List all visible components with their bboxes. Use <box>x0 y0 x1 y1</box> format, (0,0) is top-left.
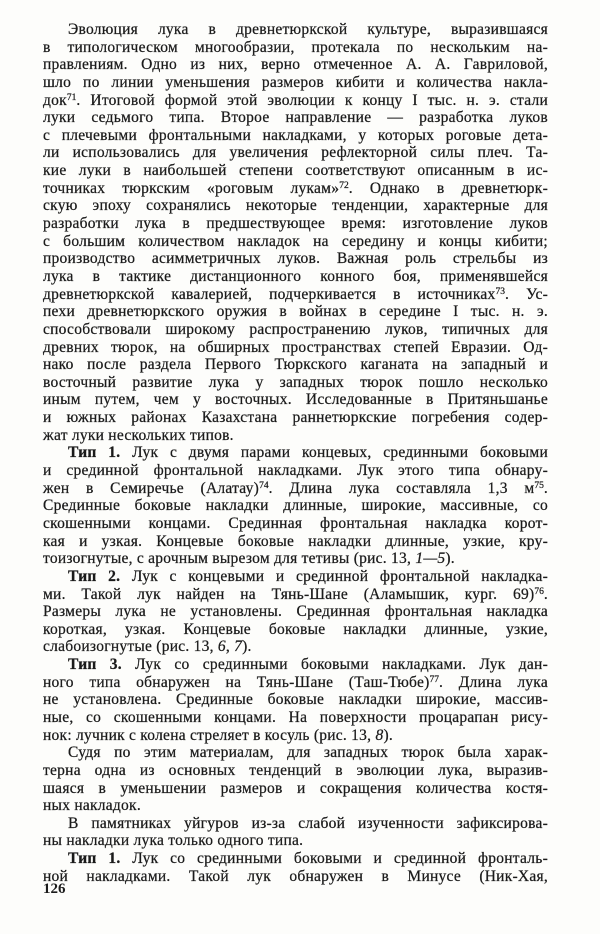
text-line: древнетюркской кавалерией, подчеркивается в источниках$^{73}$. Ус- <box>43 285 549 303</box>
text-line: лука в тактике дистанционного конного боя, применявшейся <box>43 267 548 285</box>
footnote-ref: 77 <box>429 674 440 685</box>
text-line: Срединные боковые накладки длинные, широкие, массивные, со <box>43 497 548 515</box>
paragraph <box>43 850 548 885</box>
figure-ref: 1—5 <box>415 550 446 568</box>
text-line: способствовали широкому распространению луков, типичных для <box>43 320 548 338</box>
text-line: жен в Семиречье (Алатау)$^{74}$. Длина лука составляла 1,3 $м^{75}$. <box>43 479 548 497</box>
footnote-ref: 76 <box>534 586 544 597</box>
text-line: нок: лучник с колена стреляет в косуль (рис. 13, 8). <box>43 726 393 744</box>
text-line: правлениям. Одно из них, верно отмеченное А. А. Гавриловой, <box>43 56 548 74</box>
footnote-ref: 72 <box>339 180 349 191</box>
text-line: не установлена. Срединные боковые накладки широкие, массив- <box>43 691 548 709</box>
text-line: Тип 2. Лук с концевыми и срединной фронтальной накладка- <box>68 567 548 585</box>
text-line: точниках тюркским «роговым лукам»$^{72}$. Однако в древнетюрк- <box>43 179 548 197</box>
paragraph <box>43 744 548 815</box>
text-line: скошенными концами. Срединная фронтальная накладка корот- <box>43 514 548 532</box>
footnote-ref: 75 <box>534 480 544 491</box>
figure-ref: 7 <box>234 638 243 656</box>
text-line: Тип 3. Лук со срединными боковыми накладками. Лук дан- <box>68 656 548 674</box>
text-line: кие луки в наибольшей степени соответствуют описанным в ис- <box>43 162 548 180</box>
text-line: луки седьмого типа. Второе направление — разработка луков <box>43 109 548 127</box>
text-line: ного типа обнаружен на Тянь-Шане (Таш-Тюбе)$^{77}$. Длина лука <box>43 673 548 691</box>
page-number: 126 <box>43 881 66 897</box>
text-line: и южных районах Казахстана раннетюркские погребения содер- <box>43 409 548 427</box>
text-line: разработки лука в предшествующее время: изготовление луков <box>43 215 548 233</box>
text-line: с большим количеством накладок на середину и концы кибити; <box>43 232 548 250</box>
text-line: нако после раздела Первого Тюркского каганата на западный и <box>43 356 548 374</box>
type-heading: Тип 2. <box>68 567 121 585</box>
paragraph <box>43 568 548 656</box>
footnote-ref: 73 <box>495 286 506 297</box>
text-line: в типологическом многообразии, протекала по нескольким на- <box>43 38 548 56</box>
text-line: шаяся в уменьшении размеров и сокращения количества костя- <box>43 779 548 797</box>
paragraph <box>43 656 548 744</box>
text-line: ных накладок. <box>43 797 141 815</box>
paragraph <box>43 444 548 567</box>
text-line: ны накладки лука только одного типа. <box>43 832 304 850</box>
text-line: Тип 1. Лук с двумя парами концевых, срединными боковыми <box>68 444 548 462</box>
text-line: Эволюция лука в древнетюркской культуре, выразившаяся <box>68 21 548 38</box>
text-line: скую эпоху сохранялись некоторые тенденции, характерные для <box>43 197 548 215</box>
text-line: кая и узкая. Концевые боковые накладки длинные, узкие, кру- <box>43 532 548 550</box>
figure-ref: 6 <box>217 638 226 656</box>
text-line: В памятниках уйгуров из-за слабой изученности зафиксирова- <box>68 814 548 832</box>
text-line: пехи древнетюркского оружия в войнах в середине I тыс. н. э. <box>43 303 548 321</box>
type-heading: Тип 1. <box>68 850 121 868</box>
type-heading: Тип 1. <box>68 444 121 462</box>
text-line: Судя по этим материалам, для западных тюрок была харак- <box>68 744 548 762</box>
text-line: ные, со скошенными концами. На поверхности процарапан рису- <box>43 708 548 726</box>
text-line: шло по линии уменьшения размеров кибити и количества накла- <box>43 73 548 91</box>
footnote-ref: 71 <box>66 92 77 103</box>
text-line: слабоизогнутые (рис. 13, 6, 7). <box>43 638 252 656</box>
text-line: древних тюрок, на обширных пространствах степей Евразии. Од- <box>43 338 548 356</box>
body-text <box>43 21 548 885</box>
figure-ref: 8 <box>375 726 384 744</box>
text-line: жат луки нескольких типов. <box>43 426 234 444</box>
footnote-ref: 74 <box>259 480 269 491</box>
text-line: ли использовались для увеличения рефлекторной силы плеч. Та- <box>43 144 548 162</box>
type-heading: Тип 3. <box>68 656 122 674</box>
paragraph <box>43 21 548 444</box>
text-line: ной накладками. Такой лук обнаружен в Минусе (Ник-Хая, <box>43 867 548 885</box>
text-line: тоизогнутые, с арочным вырезом для тетивы (рис. 13, 1—5). <box>43 550 455 568</box>
text-line: производство асимметричных луков. Важная роль стрельбы из <box>43 250 548 268</box>
text-line: Тип 1. Лук со срединными боковыми и срединной фронталь- <box>68 850 548 868</box>
text-line: Размеры лука не установлены. Срединная фронтальная накладка <box>43 603 548 621</box>
paragraph <box>43 815 548 850</box>
text-line: и срединной фронтальной накладками. Лук этого типа обнару- <box>43 462 548 480</box>
text-line: док$^{71}$. Итоговой формой этой эволюции к концу I тыс. н. э. стали <box>43 91 548 109</box>
text-line: ми. Такой лук найден на Тянь-Шане (Аламышик, кург. 69)$^{76}$. <box>43 585 548 603</box>
text-line: с плечевыми фронтальными накладками, у которых роговые дета- <box>43 126 548 144</box>
text-line: восточный развитие лука у западных тюрок пошло несколько <box>43 373 548 391</box>
text-line: короткая, узкая. Концевые боковые накладки длинные, узкие, <box>43 620 548 638</box>
text-line: иным путем, чем у восточных. Исследованные в Притяньшанье <box>43 391 548 409</box>
text-line: терна одна из основных тенденций в эволюции лука, выразив- <box>43 761 548 779</box>
